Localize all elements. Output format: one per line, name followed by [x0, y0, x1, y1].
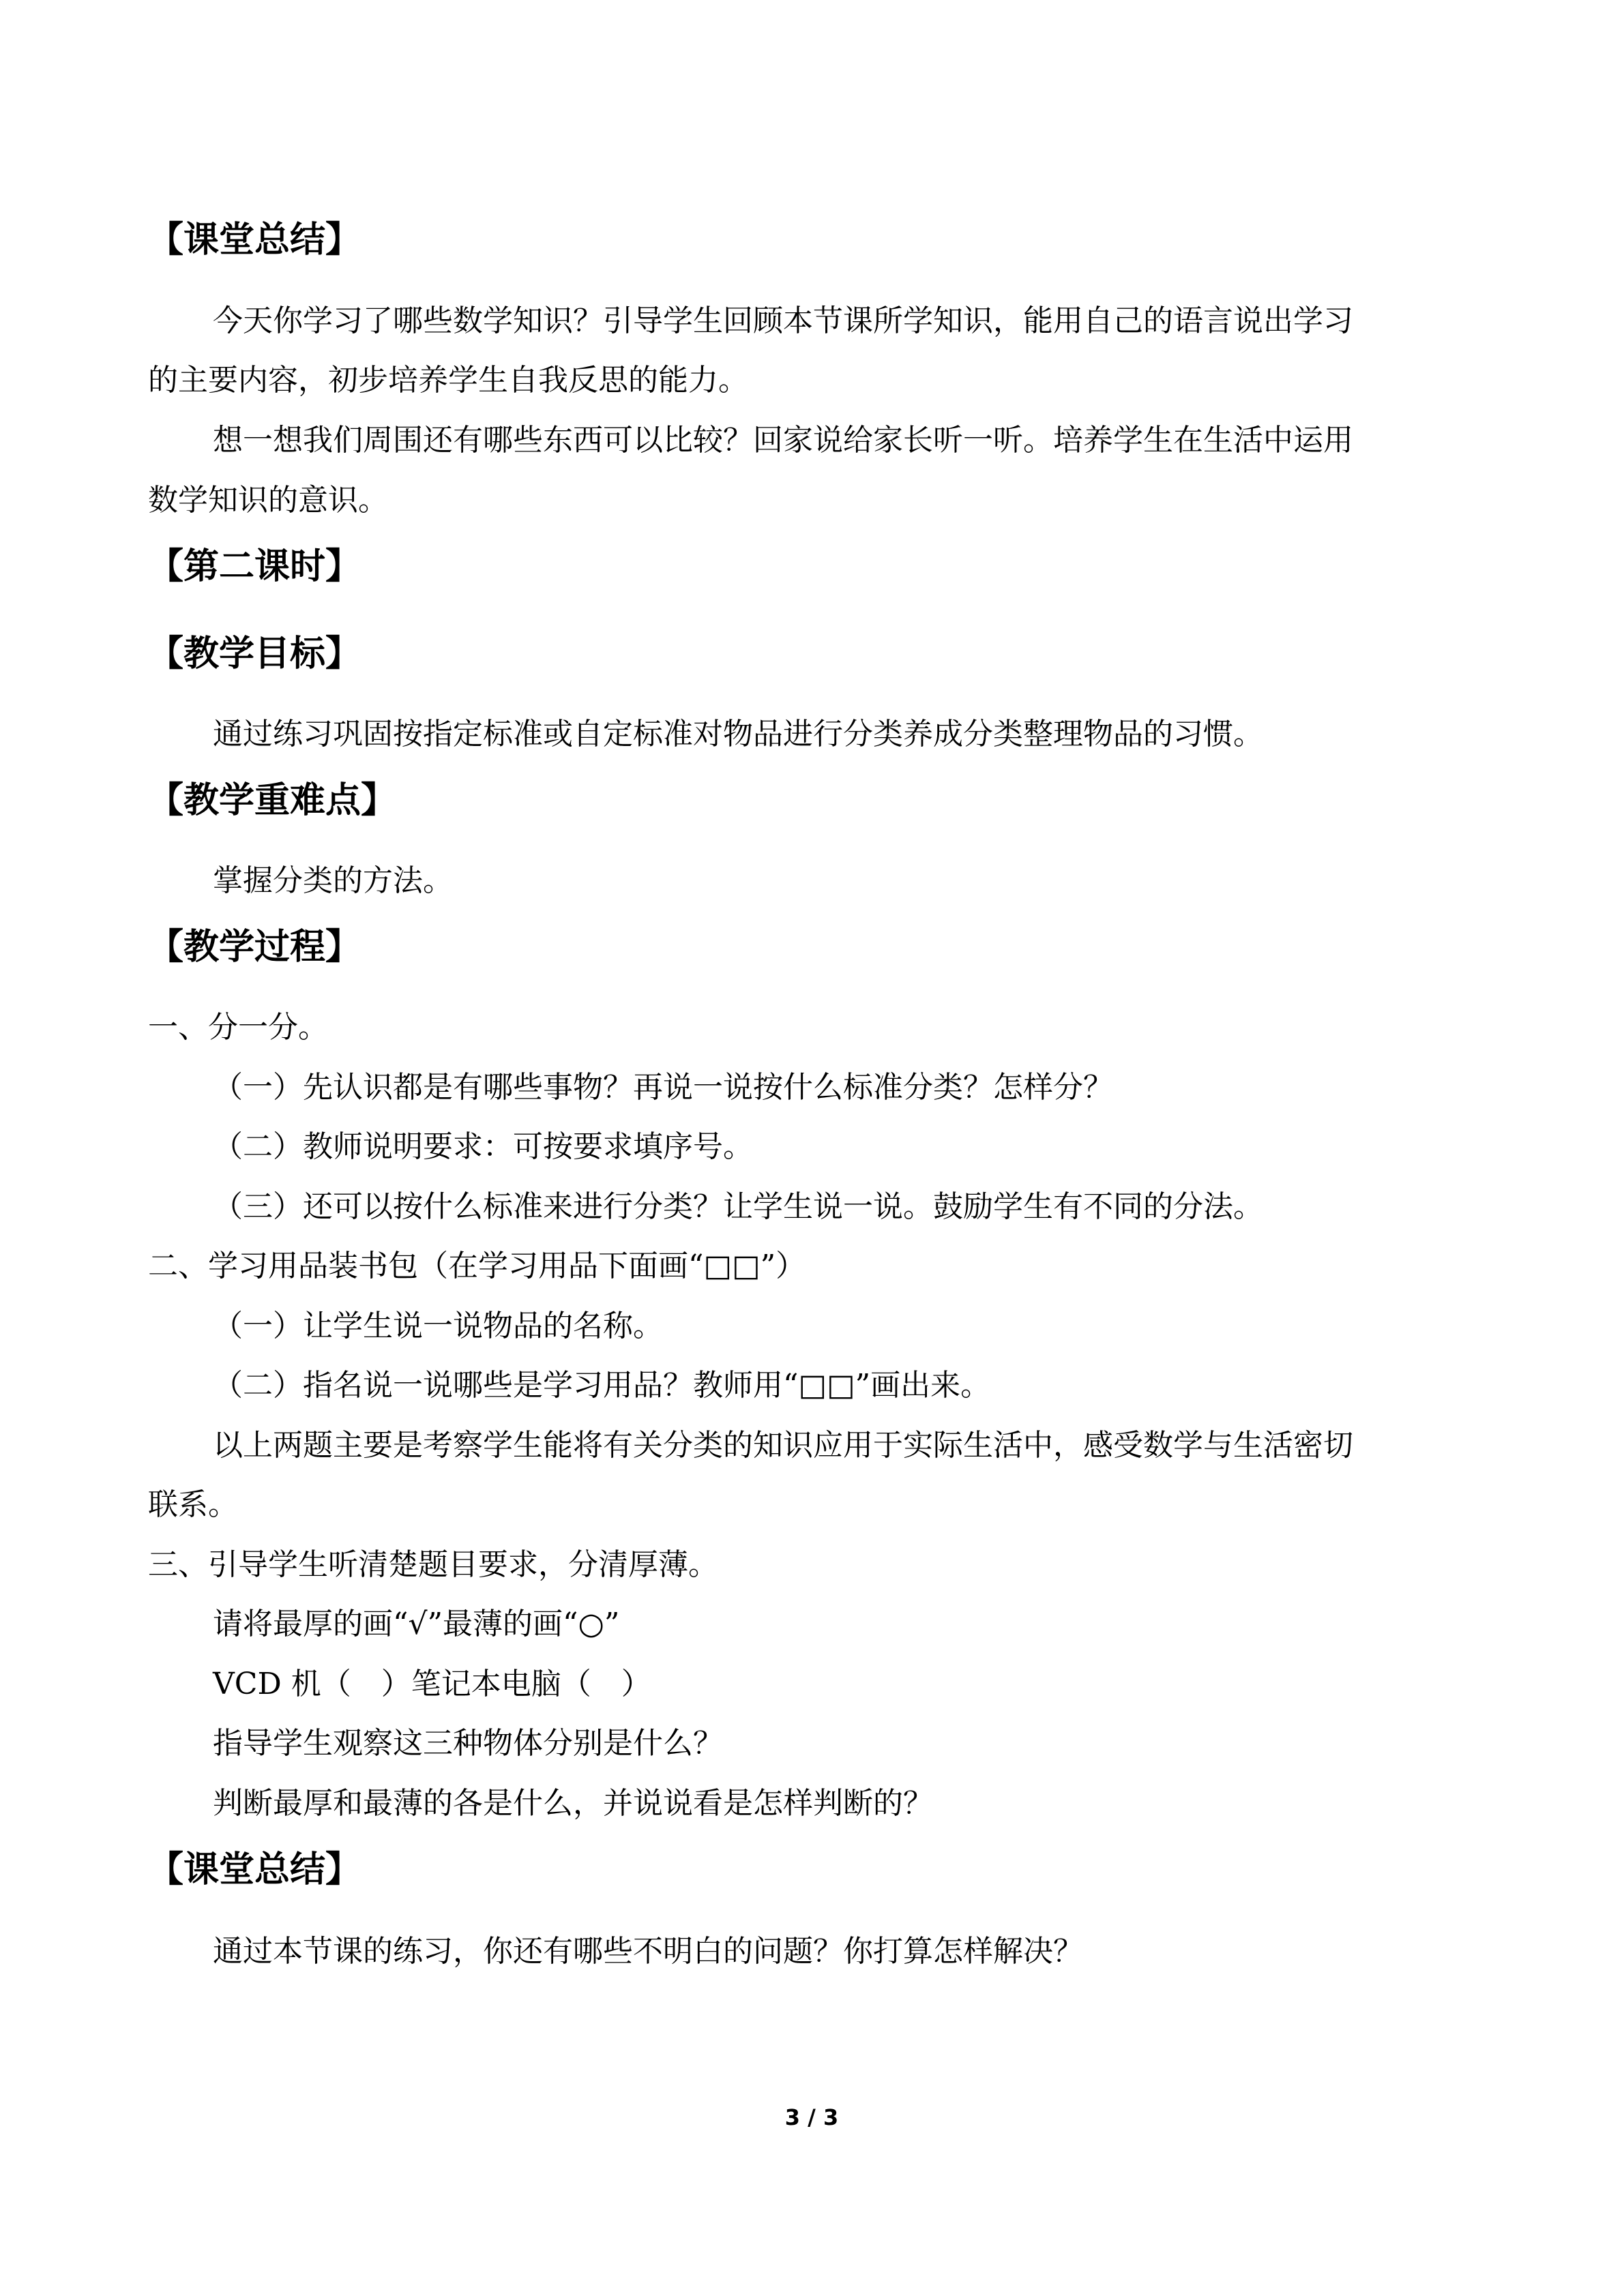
- paragraph-line: 的主要内容，初步培养学生自我反思的能力。: [148, 363, 748, 398]
- paragraph-line: 联系。: [148, 1487, 238, 1522]
- paragraph-line: 掌握分类的方法。: [213, 863, 453, 898]
- paragraph-line: 请将最厚的画“√”最薄的画“○”: [213, 1607, 620, 1641]
- paragraph-line: VCD 机（ ）笔记本电脑（ ）: [213, 1667, 651, 1701]
- section-heading-class-summary: 【课堂总结】: [148, 220, 361, 260]
- paragraph-line: 通过练习巩固按指定标准或自定标准对物品进行分类养成分类整理物品的习惯。: [213, 717, 1263, 751]
- section-heading-teaching-goals: 【教学目标】: [148, 633, 361, 674]
- section-heading-class-summary-2: 【课堂总结】: [148, 1849, 361, 1890]
- list-item-title: 一、分一分。: [148, 1010, 328, 1045]
- section-heading-key-points: 【教学重难点】: [148, 780, 397, 821]
- list-subitem: （二）教师说明要求：可按要求填序号。: [213, 1129, 753, 1164]
- list-subitem: （三）还可以按什么标准来进行分类？让学生说一说。鼓励学生有不同的分法。: [213, 1189, 1263, 1224]
- paragraph-line: 想一想我们周围还有哪些东西可以比较？回家说给家长听一听。培养学生在生活中运用: [213, 423, 1353, 458]
- paragraph-line: 数学知识的意识。: [148, 483, 388, 518]
- section-heading-second-lesson: 【第二课时】: [148, 546, 361, 587]
- list-subitem: （一）让学生说一说物品的名称。: [213, 1309, 663, 1343]
- list-subitem: （一）先认识都是有哪些事物？再说一说按什么标准分类？怎样分？: [213, 1070, 1113, 1105]
- paragraph-line: 指导学生观察这三种物体分别是什么？: [213, 1726, 723, 1761]
- list-subitem: （二）指名说一说哪些是学习用品？教师用“□□”画出来。: [213, 1368, 991, 1403]
- list-item-title: 二、学习用品装书包（在学习用品下面画“□□”）: [148, 1249, 806, 1283]
- paragraph-line: 以上两题主要是考察学生能将有关分类的知识应用于实际生活中，感受数学与生活密切: [213, 1428, 1353, 1463]
- section-heading-teaching-process: 【教学过程】: [148, 927, 361, 968]
- paragraph-line: 今天你学习了哪些数学知识？引导学生回顾本节课所学知识，能用自己的语言说出学习: [213, 303, 1353, 338]
- page-number: 3 / 3: [784, 2104, 839, 2130]
- paragraph-line: 通过本节课的练习，你还有哪些不明白的问题？你打算怎样解决？: [213, 1934, 1083, 1969]
- list-item-title: 三、引导学生听清楚题目要求，分清厚薄。: [148, 1547, 718, 1582]
- paragraph-line: 判断最厚和最薄的各是什么，并说说看是怎样判断的？: [213, 1786, 933, 1821]
